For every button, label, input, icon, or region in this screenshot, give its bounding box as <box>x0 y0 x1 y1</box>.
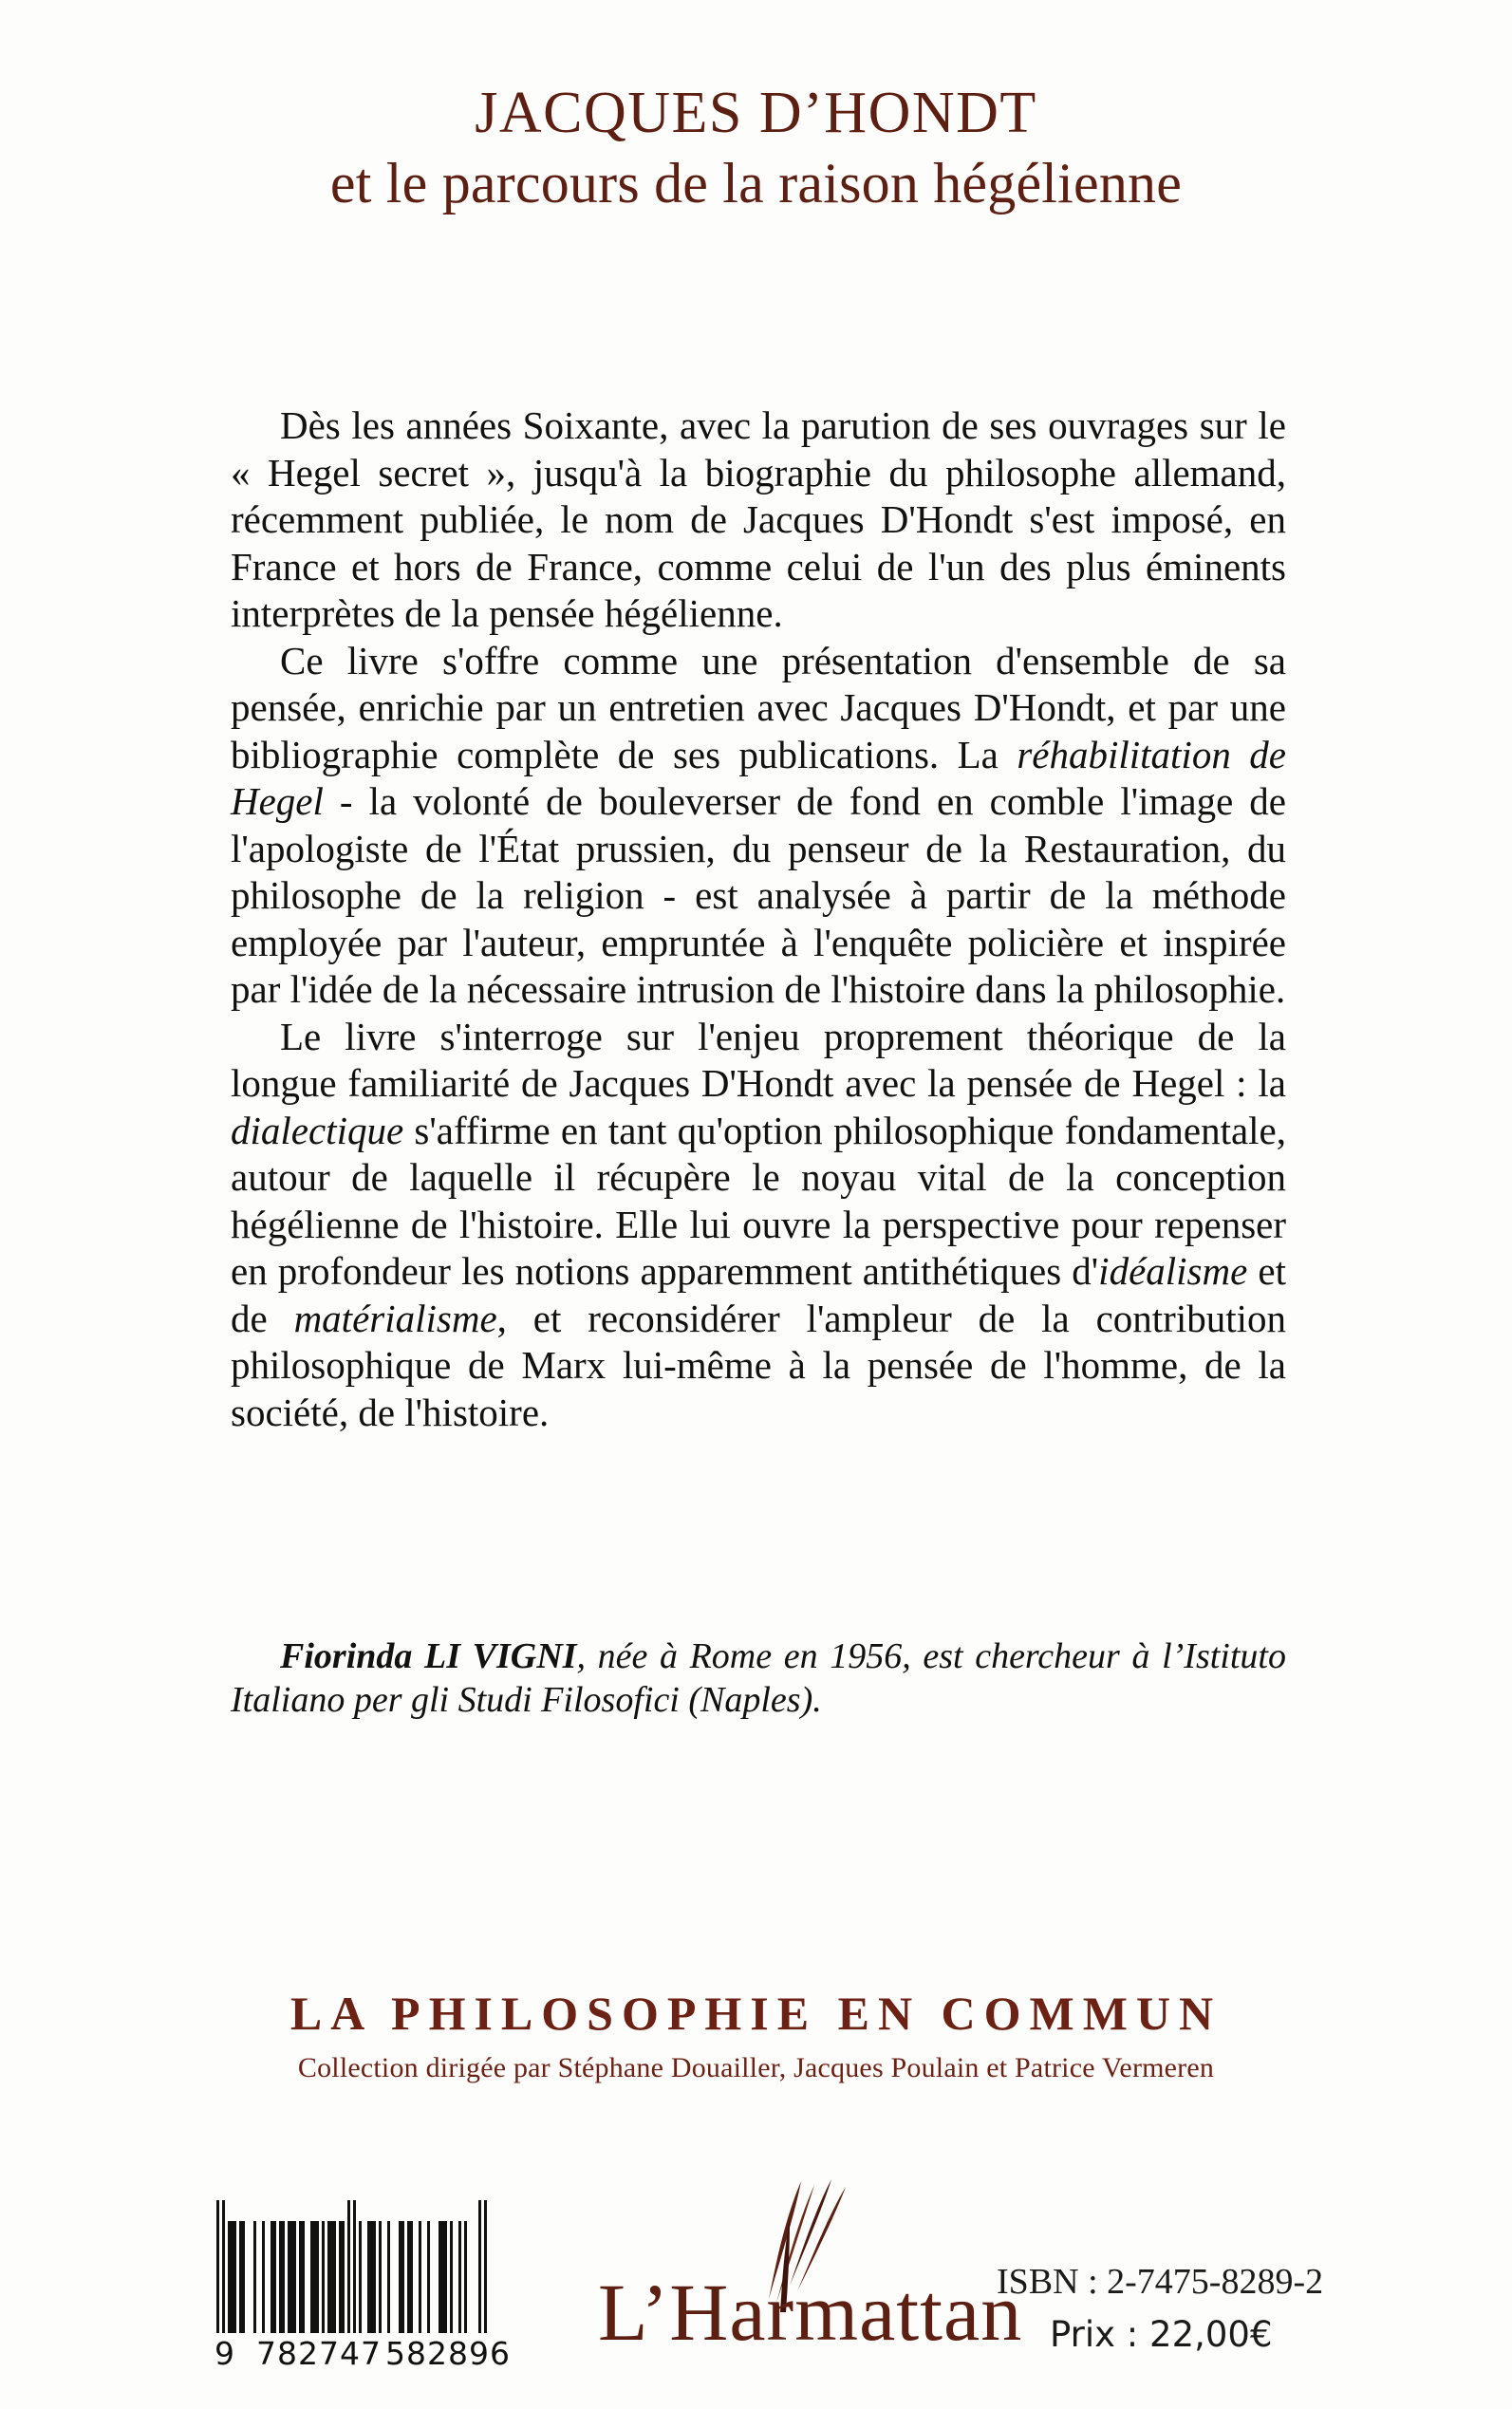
blurb-p3-text-2: s'affirme en tant qu'option philosophique fondamentale, autour de laquelle il récupère le noyau vital de la conception hégélienne de l'histoire. Elle lui ouvre la perspective pour repenser en profondeur les notions apparemment antithétiques d' <box>231 1108 1286 1293</box>
price-text: Prix : 22,00€ <box>1050 2314 1273 2355</box>
barcode-bars <box>216 2200 520 2333</box>
back-cover-blurb <box>231 402 1286 1436</box>
isbn-text: ISBN : 2-7475-8289-2 <box>997 2262 1324 2302</box>
blurb-p3-italic-materialisme: matérialisme <box>293 1296 497 1340</box>
collection-title: LA PHILOSOPHIE EN COMMUN <box>289 1987 1223 2040</box>
cover-footer <box>0 2174 1512 2409</box>
book-title-main: JACQUES D’HONDT <box>475 81 1037 145</box>
collection-editors: Collection dirigée par Stéphane Douailler, Jacques Poulain et Patrice Vermeren <box>297 2052 1215 2083</box>
blurb-p2-italic-rehabilitation: réhabilitation de Hegel <box>231 732 1286 823</box>
isbn-barcode <box>216 2200 520 2373</box>
blurb-paragraph-1: Dès les années Soixante, avec la parution de ses ouvrages sur le « Hegel secret », jusqu'à la biographie du philosophe allemand, récemment publiée, le nom de Jacques D'Hondt s'est imposé, en France et hors de France, comme celui de l'un des plus éminents interprètes de la pensée hégélienne. <box>231 403 1286 635</box>
blurb-paragraph-2 <box>231 638 1286 1014</box>
isbn-price-block <box>997 2261 1395 2355</box>
blurb-paragraph-3 <box>231 1014 1286 1437</box>
blurb-p2-text-2: - la volonté de bouleverser de fond en comble l'image de l'apologiste de l'État prussien, du penseur de la Restauration, du philosophe de la religion - est analysée à partir de la méthode employée par l'auteur, empruntée à l'enquête policière et inspirée par l'idée de la nécessaire intrusion de l'histoire dans la philosophie. <box>231 779 1286 1011</box>
blurb-p3-text-3: et de <box>231 1249 1286 1340</box>
author-name: Fiorinda LI VIGNI <box>280 1636 577 1676</box>
book-title-subtitle: et le parcours de la raison hégélienne <box>329 152 1183 215</box>
publisher-logo <box>598 2174 1023 2373</box>
blurb-p3-italic-dialectique: dialectique <box>231 1108 404 1152</box>
blurb-p3-text-4: , et reconsidérer l'ampleur de la contribution philosophique de Marx lui-même à la pensée de l'homme, de la société, de l'histoire. <box>231 1296 1287 1434</box>
publisher-name: L’Harmattan <box>598 2267 1023 2358</box>
book-title-block <box>0 81 1512 217</box>
barcode-digits <box>216 2335 520 2373</box>
blurb-p2-text-1: Ce livre s'offre comme une présentation d'ensemble de sa pensée, enrichie par un entretien avec Jacques D'Hondt, et par une bibliographie complète de ses publications. La <box>231 638 1286 776</box>
author-bio <box>231 1634 1286 1722</box>
collection-banner <box>0 1986 1512 2084</box>
barcode-digits-middle: 782747 <box>256 2335 382 2372</box>
barcode-digits-right: 582896 <box>385 2335 511 2372</box>
blurb-p3-text-1: Le livre s'interroge sur l'enjeu proprement théorique de la longue familiarité de Jacques D'Hondt avec la pensée de Hegel : la <box>231 1014 1286 1105</box>
author-bio-text: , née à Rome en 1956, est chercheur à l’Istituto Italiano per gli Studi Filosofici (Naples). <box>231 1636 1286 1720</box>
barcode-digit-left: 9 <box>215 2335 235 2372</box>
blurb-p3-italic-idealisme: idéalisme <box>1098 1249 1248 1293</box>
